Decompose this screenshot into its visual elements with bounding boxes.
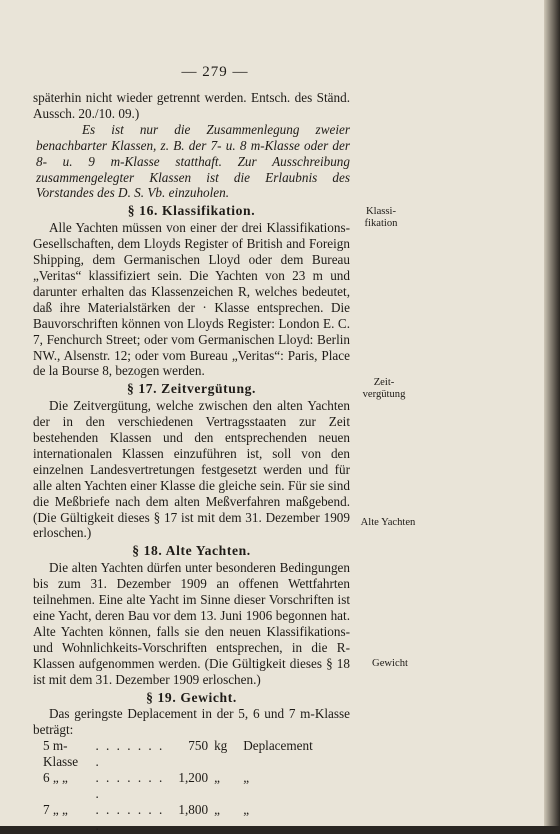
book-spine-edge xyxy=(544,0,560,826)
weight-dots: . . . . . . . . xyxy=(95,801,165,833)
margin-note-zeitverguetung: Zeit- vergütung xyxy=(362,377,406,400)
weight-label: Deplacement xyxy=(243,738,313,754)
margin-note-alte-yachten: Alte Yachten xyxy=(360,517,416,528)
weight-row xyxy=(33,770,350,802)
weight-unit: „ xyxy=(214,770,220,786)
weight-value: 1,200 xyxy=(178,770,209,786)
section-text-18: Die alten Yachten dürfen unter besonderen Bedingungen bis zum 31. Dezember 1909 an offenen Wettfahrten teilnehmen. Eine alte Yacht im Sinne dieser Vorschriften ist eine Yacht, deren Bau vor dem 13. Juni 1906 begonnen hat. Alte Yachten können, falls sie den neuen Klassifikations- und Wohnlichkeits-Vorschriften entsprechen, in die R-Klassen aufgenommen werden. (Die Gültigkeit dieses § 18 ist mit dem 31. Dezember 1909 erloschen.) xyxy=(33,560,350,687)
weight-label: „ xyxy=(243,770,250,786)
page-body xyxy=(33,90,350,834)
weight-class: 6 „ „ xyxy=(43,770,68,786)
weight-unit: „ xyxy=(214,801,220,817)
margin-note-klassifikation: Klassi- fikation xyxy=(364,206,398,229)
section-text-16: Alle Yachten müssen von einer der drei Klassifikations-Gesellschaften, dem Lloyds Register of British and Foreign Shipping, dem Germanischen Lloyd oder dem Bureau „Veritas“ klassifiziert sein. Die Yachten von 23 m und darunter erhalten das Klassenzeichen R, welches bedeutet, daß ihre Materialstärken der · Klasse entsprechen. Die Bauvorschriften können von Lloyds Register: London E. C. 7, Fenchurch Street; oder vom Germanischen Lloyd: Berlin NW., Alsenstr. 12; oder vom Bureau „Veritas“: Paris, Place de la Bourse 8, bezogen werden. xyxy=(33,220,350,379)
margin-note-gewicht: Gewicht xyxy=(372,658,408,669)
weight-row xyxy=(33,802,350,834)
weight-row xyxy=(33,738,350,770)
section-text-19: Das geringste Deplacement in der 5, 6 und 7 m-Klasse beträgt: xyxy=(33,706,350,738)
section-text-17: Die Zeitvergütung, welche zwischen den alten Yachten der in den verschiedenen Vertragsstaaten zur Zeit bestehenden Klassen und den entsprechenden neuen internationalen Klassen einzuführen ist, soll von den einzelnen Landesvertretungen festgesetzt werden und für alle alten Yachten einer Klasse die gleiche sein. Für sie sind die Meßbriefe nach dem alten Meßverfahren maßgebend. (Die Gültigkeit dieses § 17 ist mit dem 31. Dezember 1909 erloschen.) xyxy=(33,398,350,541)
weight-unit: kg xyxy=(214,738,228,754)
weight-value: 1,800 xyxy=(178,801,209,817)
weight-class: 7 „ „ xyxy=(43,801,68,817)
weight-class: 5 m-Klasse xyxy=(43,738,79,770)
weight-dots: . . . . . . . . xyxy=(95,770,165,801)
section-heading-17: § 17. Zeitvergütung. xyxy=(126,381,257,397)
weight-value: 750 xyxy=(188,738,209,754)
weight-label: „ xyxy=(243,801,250,817)
weight-table xyxy=(33,738,350,833)
weight-dots: . . . . . . . . xyxy=(95,738,165,770)
section-heading-16: § 16. Klassifikation. xyxy=(127,203,256,219)
section-heading-18: § 18. Alte Yachten. xyxy=(132,543,251,559)
italic-note: Es ist nur die Zusammenlegung zweier benachbarter Klassen, z. B. der 7- u. 8 m-Klasse oder der 8- u. 9 m-Klasse statthaft. Zur Ausschreibung zusammengelegter Klassen ist die Erlaubnis des Vorstandes des D. S. Vb. einzuholen. xyxy=(36,121,350,201)
continuation-text: späterhin nicht wieder getrennt werden. Entsch. des Ständ. Aussch. 20./10. 09.) xyxy=(33,90,350,121)
page-number: — 279 — xyxy=(181,64,249,80)
section-heading-19: § 19. Gewicht. xyxy=(146,689,237,705)
